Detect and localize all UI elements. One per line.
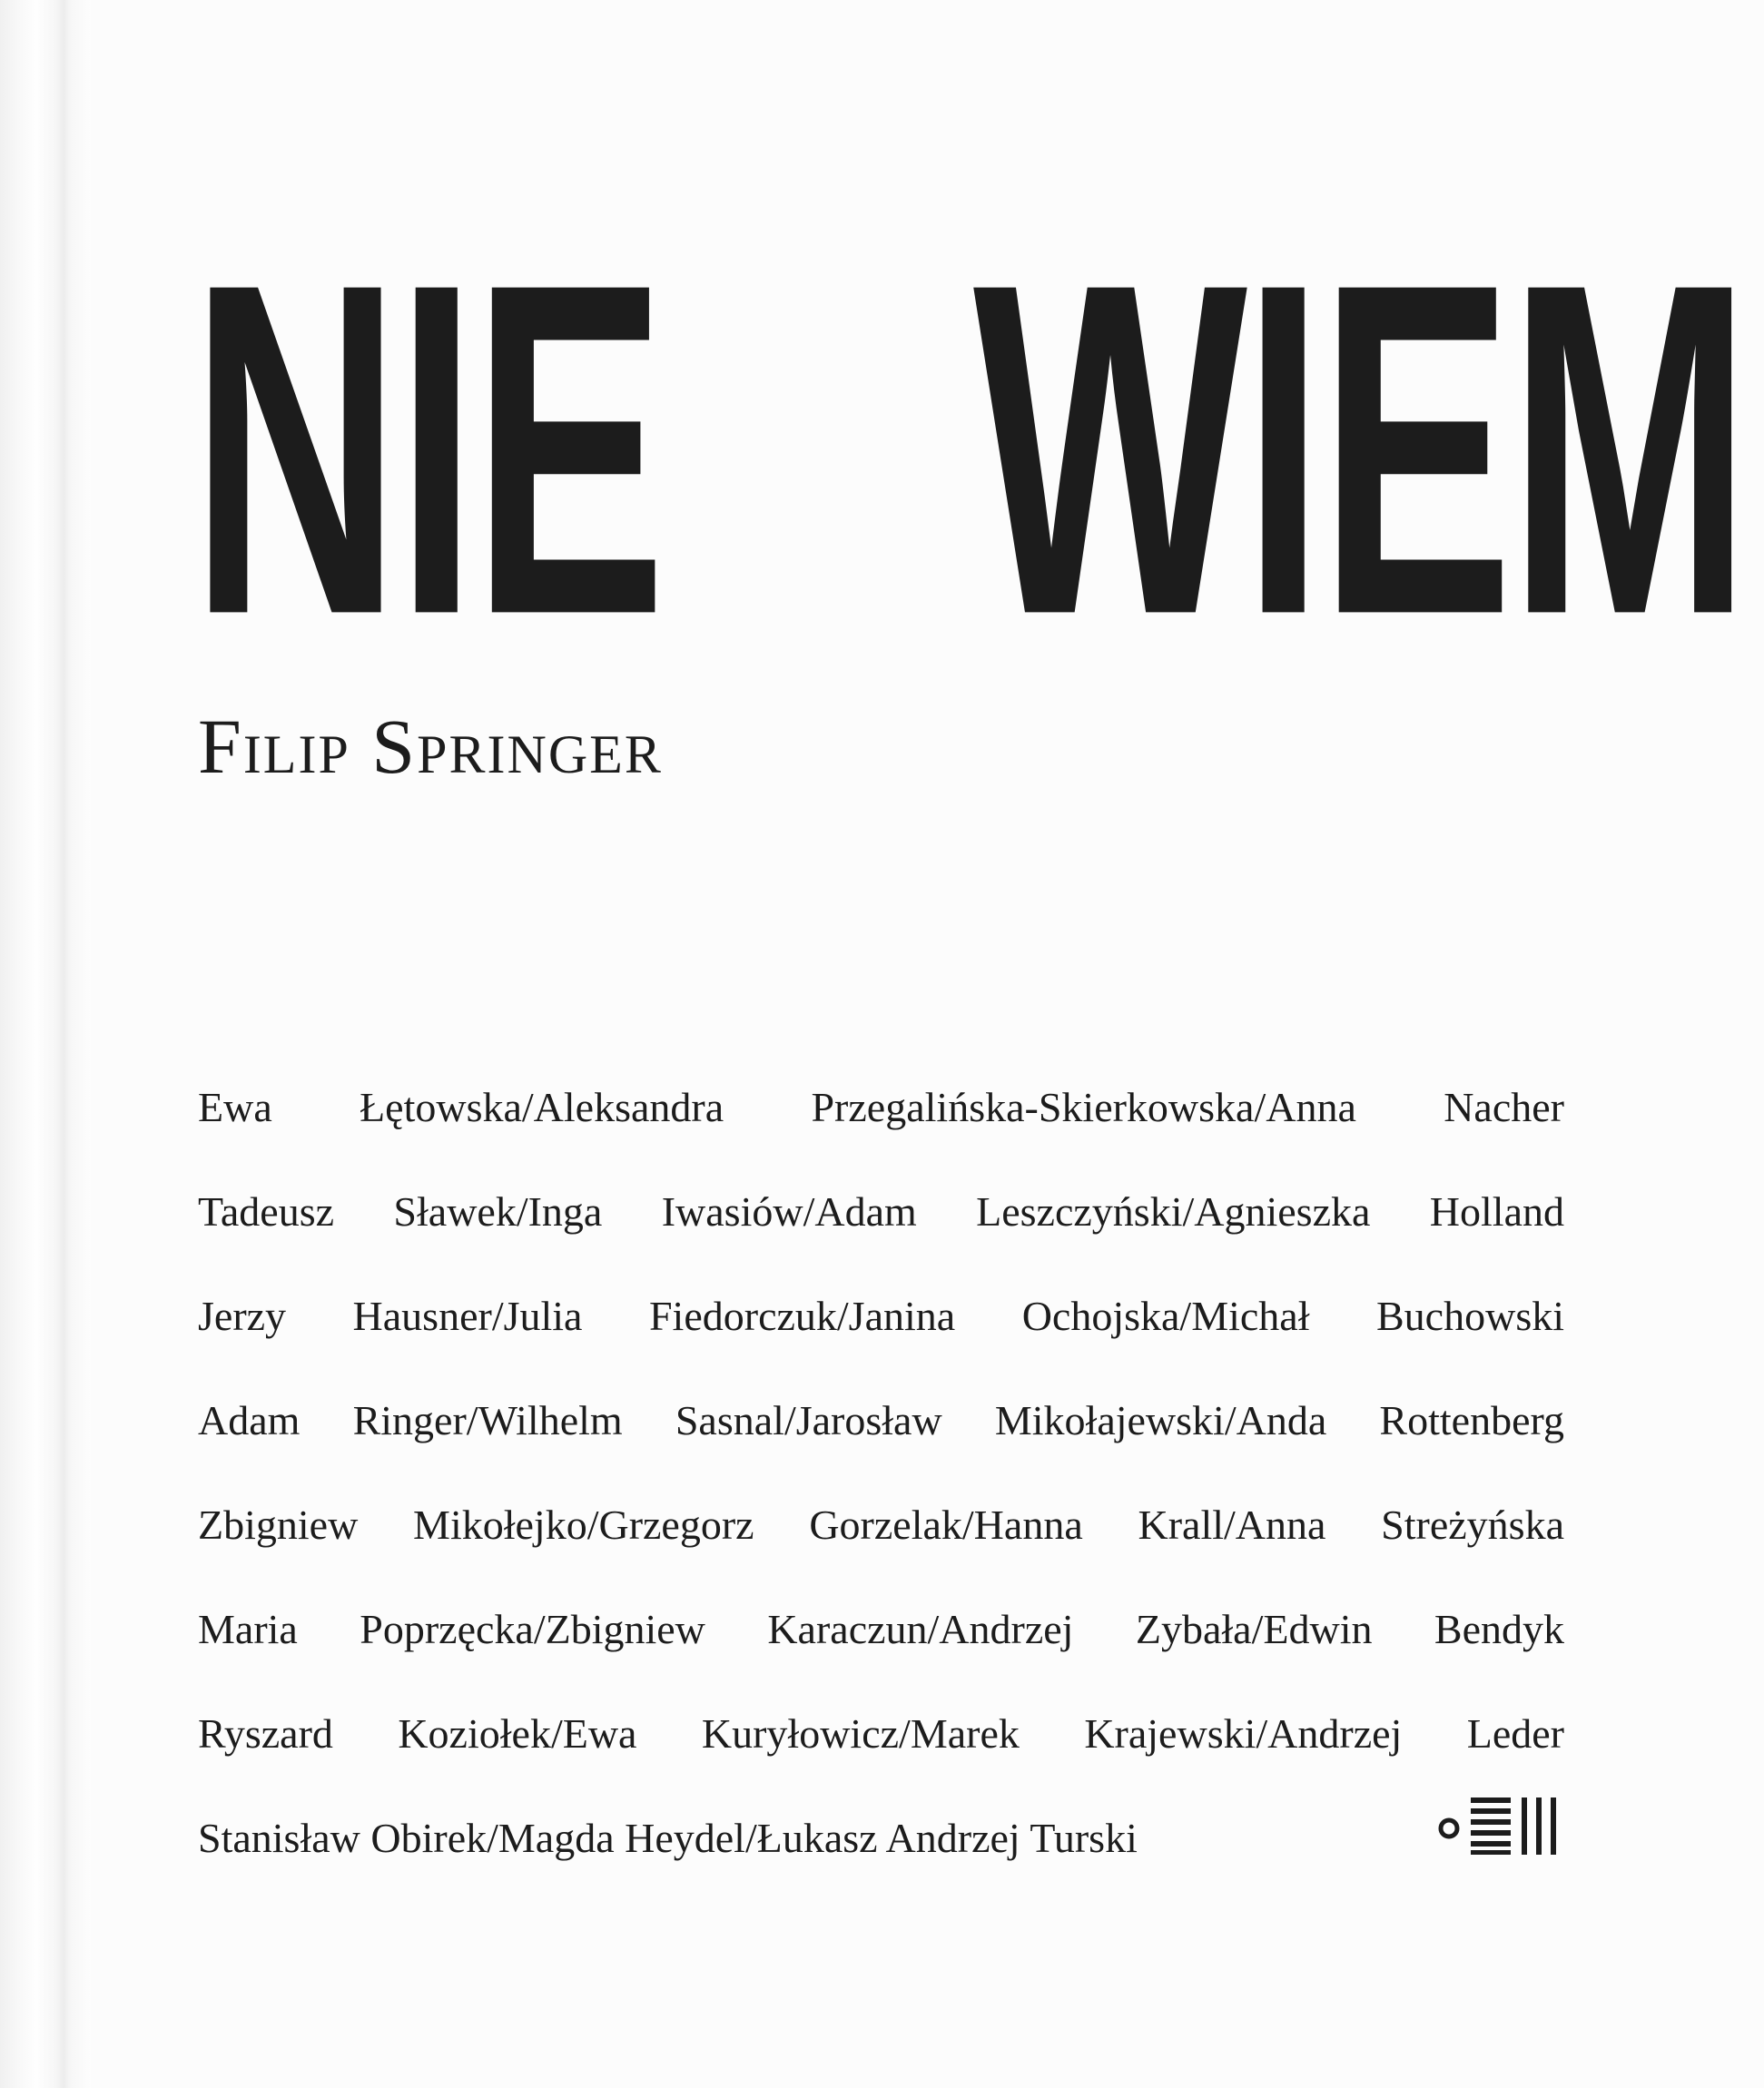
- contributors-line: Ewa Łętowska/Aleksandra Przegalińska-Skierkowska/Anna Nacher: [198, 1084, 1564, 1130]
- contributors-line: Tadeusz Sławek/Inga Iwasiów/Adam Leszczyński/Agnieszka Holland: [198, 1188, 1564, 1235]
- title-word-nie: NIE: [191, 184, 663, 713]
- contributors-line: Maria Poprzęcka/Zbigniew Karaczun/Andrzej Zybała/Edwin Bendyk: [198, 1606, 1564, 1652]
- contributors-line: Zbigniew Mikołejko/Grzegorz Gorzelak/Hanna Krall/Anna Streżyńska: [198, 1502, 1564, 1548]
- contributors-list: [198, 1055, 1564, 1890]
- book-title: [191, 184, 1747, 713]
- book-spine: [0, 0, 91, 2088]
- contributors-line: Stanisław Obirek/Magda Heydel/Łukasz Andrzej Turski: [198, 1815, 1138, 1861]
- contributors-line: Jerzy Hausner/Julia Fiedorczuk/Janina Ochojska/Michał Buchowski: [198, 1293, 1564, 1339]
- contributors-line: Ryszard Koziołek/Ewa Kuryłowicz/Marek Krajewski/Andrzej Leder: [198, 1710, 1564, 1757]
- contributors-line: Adam Ringer/Wilhelm Sasnal/Jarosław Mikołajewski/Anda Rottenberg: [198, 1397, 1564, 1443]
- title-word-wiem: WIEM: [972, 184, 1747, 713]
- publisher-logo-icon: [1438, 1796, 1565, 1856]
- book-author: Filip Springer: [198, 703, 663, 790]
